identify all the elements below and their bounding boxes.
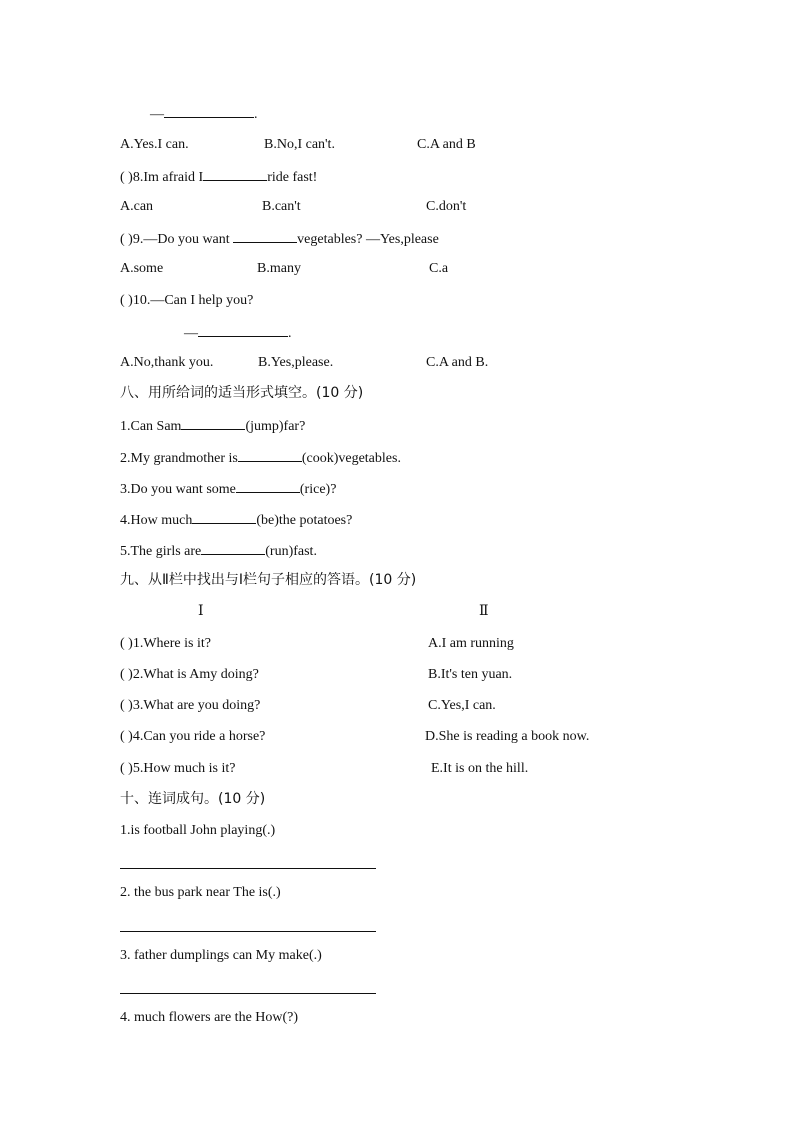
answer-blank[interactable] xyxy=(198,323,288,337)
question-8 xyxy=(120,167,317,187)
item-hint: (jump)far? xyxy=(245,419,306,434)
question-10 xyxy=(120,292,253,310)
question-text-end: vegetables? —Yes,please xyxy=(297,232,439,247)
q7-option-b: B.No,I can't. xyxy=(264,137,335,152)
match-answer-e: E.It is on the hill. xyxy=(431,761,529,776)
q8-option-c: C.don't xyxy=(426,199,467,214)
fill-blank[interactable] xyxy=(192,510,256,524)
match-answer-d: D.She is reading a book now. xyxy=(425,729,590,744)
item-text: 4.How much xyxy=(120,513,193,528)
q7-option-c: C.A and B xyxy=(417,137,476,152)
section-8-item-5 xyxy=(120,541,317,561)
q9-option-c: C.a xyxy=(429,261,449,276)
match-answer-b: B.It's ten yuan. xyxy=(428,667,513,682)
item-text: 2.My grandmother is xyxy=(120,451,238,466)
answer-paren[interactable]: ( ) xyxy=(120,667,133,682)
item-hint: (be)the potatoes? xyxy=(256,513,353,528)
section-9-title: 九、从Ⅱ栏中找出与Ⅰ栏句子相应的答语。(10 分) xyxy=(120,572,417,588)
answer-paren[interactable]: ( ) xyxy=(120,232,133,247)
match-row-4 xyxy=(120,728,265,746)
item-text: 1.Can Sam xyxy=(120,419,182,434)
match-row-3 xyxy=(120,697,260,715)
period: . xyxy=(288,326,292,341)
q10-answer-line xyxy=(184,323,292,343)
q7-answer-line xyxy=(150,104,258,124)
reorder-item-2: 2. the bus park near The is(.) xyxy=(120,885,281,900)
answer-writing-line[interactable] xyxy=(120,868,376,869)
q8-option-b: B.can't xyxy=(262,199,301,214)
question-text: 9.—Do you want xyxy=(132,232,234,247)
section-10-title: 十、连词成句。(10 分) xyxy=(120,791,266,807)
match-row-1 xyxy=(120,635,211,653)
match-answer-a: A.I am running xyxy=(428,636,514,651)
q9-option-b: B.many xyxy=(257,261,301,276)
answer-paren[interactable]: ( ) xyxy=(120,729,133,744)
period: . xyxy=(254,107,258,122)
column-2-header: Ⅱ xyxy=(479,604,489,619)
answer-paren[interactable]: ( ) xyxy=(120,293,133,308)
match-row-5 xyxy=(120,760,235,778)
answer-paren[interactable]: ( ) xyxy=(120,170,133,185)
item-hint: (run)fast. xyxy=(265,544,317,559)
fill-blank[interactable] xyxy=(181,416,245,430)
section-8-item-3 xyxy=(120,479,336,499)
match-question: 4.Can you ride a horse? xyxy=(132,729,266,744)
section-8-title: 八、用所给词的适当形式填空。(10 分) xyxy=(120,385,364,401)
answer-paren[interactable]: ( ) xyxy=(120,761,133,776)
reorder-item-4: 4. much flowers are the How(?) xyxy=(120,1010,299,1025)
item-text: 3.Do you want some xyxy=(120,482,236,497)
answer-paren[interactable]: ( ) xyxy=(120,636,133,651)
answer-blank[interactable] xyxy=(164,104,254,118)
q10-option-b: B.Yes,please. xyxy=(258,355,334,370)
fill-blank[interactable] xyxy=(236,479,300,493)
fill-blank[interactable] xyxy=(201,541,265,555)
question-9 xyxy=(120,229,439,249)
item-text: 5.The girls are xyxy=(120,544,202,559)
match-answer-c: C.Yes,I can. xyxy=(428,698,496,713)
question-text: 10.—Can I help you? xyxy=(132,293,254,308)
fill-blank[interactable] xyxy=(203,167,267,181)
section-8-item-2 xyxy=(120,448,401,468)
fill-blank[interactable] xyxy=(233,229,297,243)
match-question: 2.What is Amy doing? xyxy=(132,667,259,682)
dash: — xyxy=(150,107,164,122)
item-hint: (cook)vegetables. xyxy=(301,451,401,466)
match-question: 1.Where is it? xyxy=(132,636,211,651)
fill-blank[interactable] xyxy=(238,448,302,462)
match-question: 5.How much is it? xyxy=(132,761,236,776)
column-1-header: Ⅰ xyxy=(198,604,204,619)
answer-writing-line[interactable] xyxy=(120,993,376,994)
question-text: 8.Im afraid I xyxy=(132,170,204,185)
reorder-item-1: 1.is football John playing(.) xyxy=(120,823,276,838)
q10-option-a: A.No,thank you. xyxy=(120,355,214,370)
q7-option-a: A.Yes.I can. xyxy=(120,137,189,152)
q9-option-a: A.some xyxy=(120,261,164,276)
match-question: 3.What are you doing? xyxy=(132,698,261,713)
q10-option-c: C.A and B. xyxy=(426,355,489,370)
match-row-2 xyxy=(120,666,259,684)
section-8-item-4 xyxy=(120,510,352,530)
question-text-end: ride fast! xyxy=(267,170,318,185)
reorder-item-3: 3. father dumplings can My make(.) xyxy=(120,948,322,963)
q8-option-a: A.can xyxy=(120,199,154,214)
section-8-item-1 xyxy=(120,416,305,436)
item-hint: (rice)? xyxy=(299,482,337,497)
answer-paren[interactable]: ( ) xyxy=(120,698,133,713)
dash: — xyxy=(184,326,198,341)
answer-writing-line[interactable] xyxy=(120,931,376,932)
